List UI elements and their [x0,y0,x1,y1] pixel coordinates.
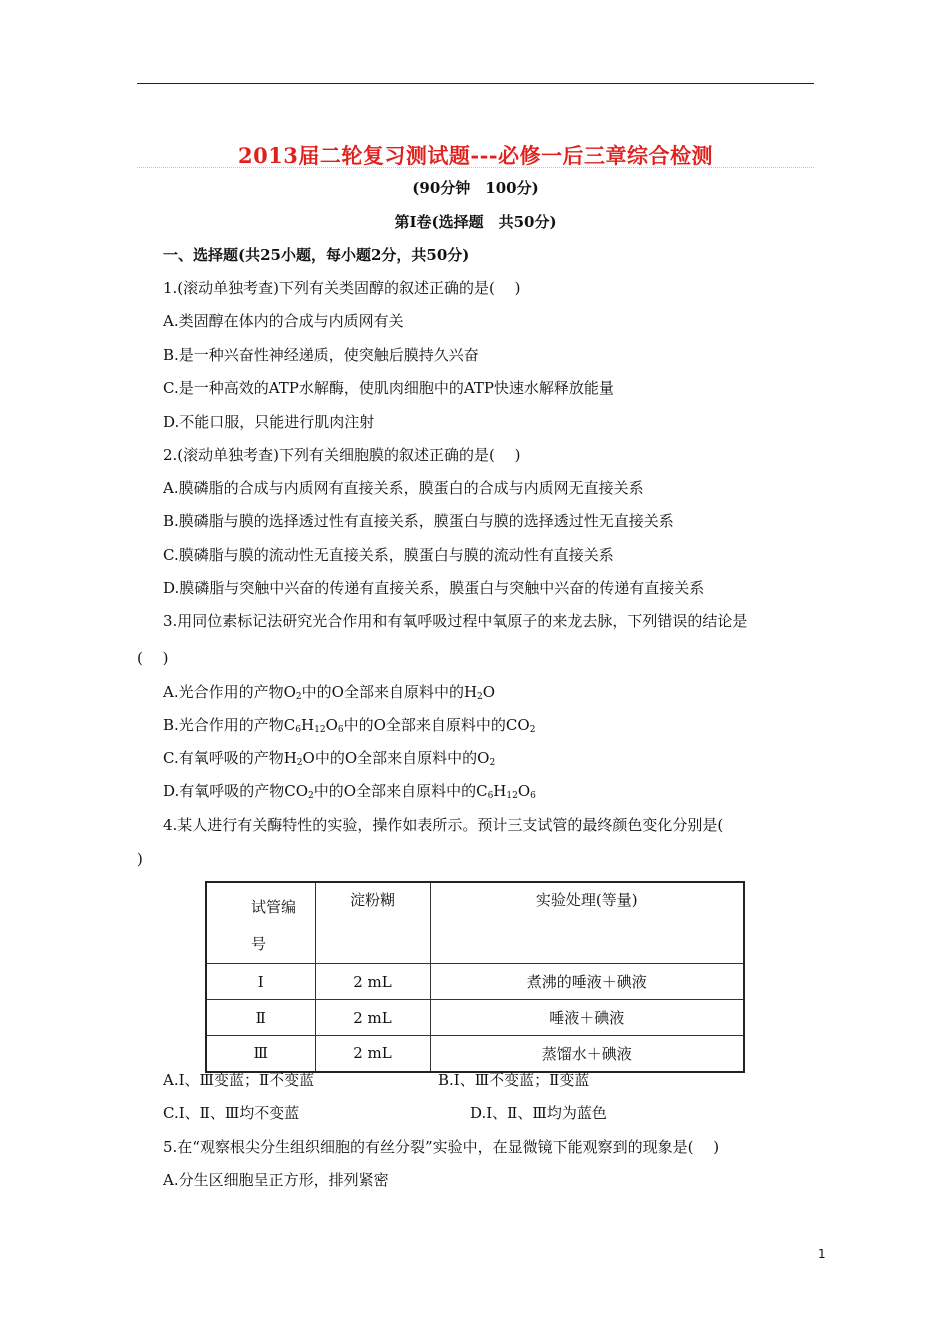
q3-option-c: C.有氧呼吸的产物$H_2O$中的O全部来自原料中的$O_2$ [163,749,496,768]
q4-option-b: B.Ⅰ、Ⅲ不变蓝；Ⅱ变蓝 [438,1071,590,1089]
q2-option-a: A.膜磷脂的合成与内质网有直接关系，膜蛋白的合成与内质网无直接关系 [163,479,644,497]
table-row [206,964,744,1000]
cell-starch: 2 mL [315,1000,430,1036]
cell-tube: Ⅱ [206,1000,315,1036]
page-title: 2013届二轮复习测试题---必修一后三章综合检测 [237,143,714,168]
cell-treatment: 唾液＋碘液 [430,1000,744,1036]
table-header-row [206,882,744,964]
section-heading: 一、选择题(共25小题，每小题2分，共50分) [163,246,470,264]
q1-option-b: B.是一种兴奋性神经递质，使突触后膜持久兴奋 [163,346,479,364]
q3-option-b: B.光合作用的产物$C_6H_{12}O_6$中的O全部来自原料中的$CO_2$ [163,716,536,735]
cell-treatment: 煮沸的唾液＋碘液 [430,964,744,1000]
header-treatment: 实验处理(等量) [430,882,744,964]
experiment-table [205,881,745,1073]
time-score: (90分钟 100分) [412,179,539,197]
cell-tube: Ⅲ [206,1036,315,1072]
q5-option-a: A.分生区细胞呈正方形，排列紧密 [163,1171,389,1189]
table-row [206,1000,744,1036]
table-row [206,1036,744,1072]
q4-stem: 4.某人进行有关酶特性的实验，操作如表所示。预计三支试管的最终颜色变化分别是( [163,816,724,834]
q2-option-c: C.膜磷脂与膜的流动性无直接关系，膜蛋白与膜的流动性有直接关系 [163,546,614,564]
cell-tube: Ⅰ [206,964,315,1000]
q3-option-d: D.有氧呼吸的产物$CO_2$中的O全部来自原料中的$C_6H_{12}O_6$ [163,782,536,801]
header-rule [137,83,814,84]
cell-starch: 2 mL [315,1036,430,1072]
q2-option-b: B.膜磷脂与膜的选择透过性有直接关系，膜蛋白与膜的选择透过性无直接关系 [163,512,674,530]
q3-stem: 3.用同位素标记法研究光合作用和有氧呼吸过程中氧原子的来龙去脉，下列错误的结论是 [163,612,748,630]
header-starch: 淀粉糊 [315,882,430,964]
cell-treatment: 蒸馏水＋碘液 [430,1036,744,1072]
q3-option-a: A.光合作用的产物$O_2$中的O全部来自原料中的$H_2O$ [163,683,496,702]
header-tube-number: 试管编 号 [206,882,315,964]
q4-option-a: A.Ⅰ、Ⅲ变蓝；Ⅱ不变蓝 [163,1071,315,1089]
q3-paren: ( ) [137,649,169,667]
q4-option-c: C.Ⅰ、Ⅱ、Ⅲ均不变蓝 [163,1104,300,1122]
q2-option-d: D.膜磷脂与突触中兴奋的传递有直接关系，膜蛋白与突触中兴奋的传递有直接关系 [163,579,705,597]
q1-option-a: A.类固醇在体内的合成与内质网有关 [163,312,404,330]
title-underline [137,167,814,168]
volume-heading: 第Ⅰ卷(选择题 共50分) [394,213,557,231]
q5-stem: 5.在“观察根尖分生组织细胞的有丝分裂”实验中，在显微镜下能观察到的现象是( ) [163,1138,720,1156]
q1-option-c: C.是一种高效的ATP水解酶，使肌肉细胞中的ATP快速水解释放能量 [163,379,614,397]
q1-option-d: D.不能口服，只能进行肌肉注射 [163,413,375,431]
page-number: 1 [818,1247,826,1261]
q1-stem: 1.(滚动单独考查)下列有关类固醇的叙述正确的是( ) [163,279,521,297]
q2-stem: 2.(滚动单独考查)下列有关细胞膜的叙述正确的是( ) [163,446,521,464]
cell-starch: 2 mL [315,964,430,1000]
q4-paren: ) [137,850,143,868]
q4-option-d: D.Ⅰ、Ⅱ、Ⅲ均为蓝色 [470,1104,607,1122]
